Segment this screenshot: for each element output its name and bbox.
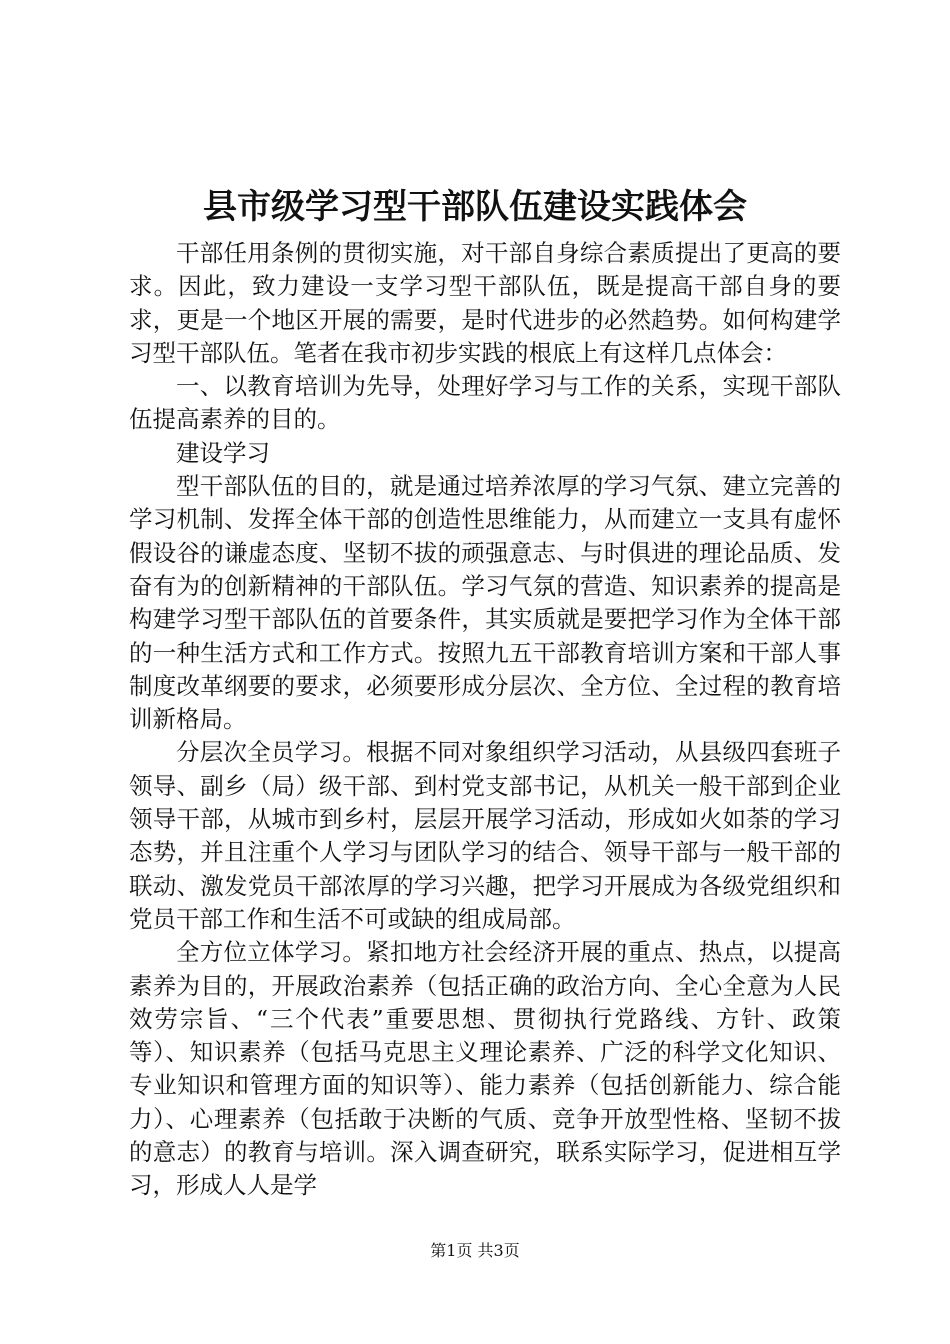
page-footer: 第1页 共3页 [430,1241,520,1260]
paragraph-fragment: 建设学习 [176,438,270,467]
paragraph-intro: 干部任用条例的贯彻实施，对干部自身综合素质提出了更高的要求。因此，致力建设一支学习型干部队伍，既是提高干部自身的要求，更是一个地区开展的需要，是时代进步的必然趋势。如何构建学习型干部队伍。笔者在我市初步实践的根底上有这样几点体会： [129,239,841,367]
paragraph-goal: 型干部队伍的目的，就是通过培养浓厚的学习气氛、建立完善的学习机制、发挥全体干部的创造性思维能力，从而建立一支具有虚怀假设谷的谦虚态度、坚韧不拔的顽强意志、与时俱进的理论品质、发奋有为的创新精神的干部队伍。学习气氛的营造、知识素养的提高是构建学习型干部队伍的首要条件，其实质就是要把学习作为全体干部的一种生活方式和工作方式。按照九五干部教育培训方案和干部人事制度改革纲要的要求，必须要形成分层次、全方位、全过程的教育培训新格局。 [129,472,841,734]
document-title: 县市级学习型干部队伍建设实践体会 [203,187,747,227]
paragraph-all-round-learning: 全方位立体学习。紧扣地方社会经济开展的重点、热点，以提高素养为目的，开展政治素养（包括正确的政治方向、全心全意为人民效劳宗旨、“三个代表”重要思想、贯彻执行党路线、方针、政策等）、知识素养（包括马克思主义理论素养、广泛的科学文化知识、专业知识和管理方面的知识等）、能力素养（包括创新能力、综合能力）、心理素养（包括敢于决断的气质、竞争开放型性格、坚韧不拔的意志）的教育与培训。深入调查研究，联系实际学习，促进相互学习，形成人人是学 [129,938,841,1200]
paragraph-section-heading: 一、以教育培训为先导，处理好学习与工作的关系，实现干部队伍提高素养的目的。 [129,372,841,434]
paragraph-layered-learning: 分层次全员学习。根据不同对象组织学习活动，从县级四套班子领导、副乡（局）级干部、到村党支部书记，从机关一般干部到企业领导干部，从城市到乡村，层层开展学习活动，形成如火如荼的学习态势，并且注重个人学习与团队学习的结合、领导干部与一般干部的联动、激发党员干部浓厚的学习兴趣，把学习开展成为各级党组织和党员干部工作和生活不可或缺的组成局部。 [129,738,841,933]
document-body [129,237,841,1203]
